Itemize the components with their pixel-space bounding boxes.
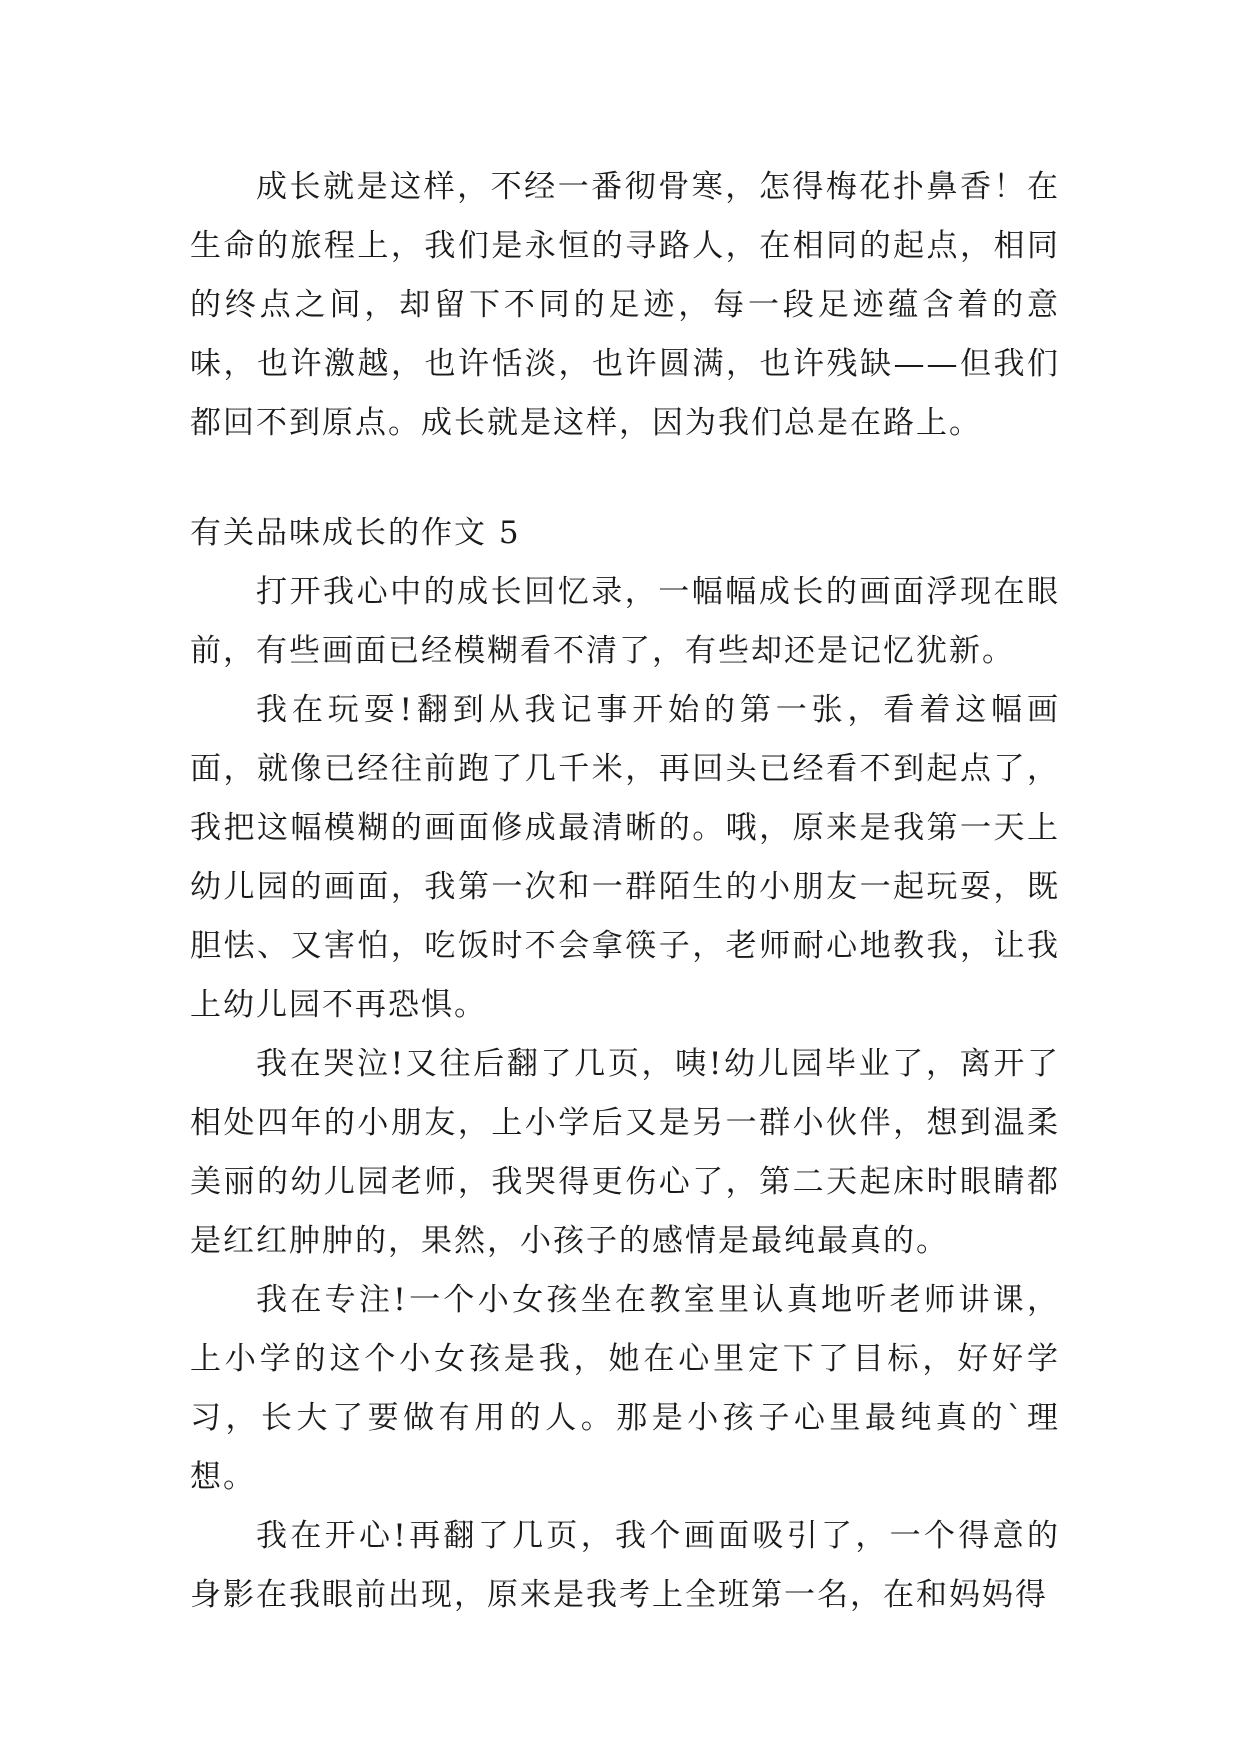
essay-section <box>190 504 1060 1625</box>
paragraph-4: 我在专注!一个小女孩坐在教室里认真地听老师讲课，上小学的这个小女孩是我，她在心里定下了目标，好好学习，长大了要做有用的人。那是小孩子心里最纯真的`理想。 <box>190 1282 1060 1495</box>
paragraph-1: 打开我心中的成长回忆录，一幅幅成长的画面浮现在眼前，有些画面已经模糊看不清了，有些却还是记忆犹新。 <box>190 574 1060 669</box>
paragraph-2: 我在玩耍!翻到从我记事开始的第一张，看着这幅画面，就像已经往前跑了几千米，再回头已经看不到起点了，我把这幅模糊的画面修成最清晰的。哦，原来是我第一天上幼儿园的画面，我第一次和一群陌生的小朋友一起玩耍，既胆怯、又害怕，吃饭时不会拿筷子，老师耐心地教我，让我上幼儿园不再恐惧。 <box>190 692 1060 1023</box>
paragraph-3: 我在哭泣!又往后翻了几页，咦!幼儿园毕业了，离开了相处四年的小朋友，上小学后又是另一群小伙伴，想到温柔美丽的幼儿园老师，我哭得更伤心了，第二天起床时眼睛都是红红肿肿的，果然，小孩子的感情是最纯最真的。 <box>190 1046 1060 1259</box>
intro-section <box>190 158 1060 453</box>
paragraph-5: 我在开心!再翻了几页，我个画面吸引了，一个得意的身影在我眼前出现，原来是我考上全班第一名，在和妈妈得 <box>190 1518 1060 1613</box>
section-title: 有关品味成长的作文 5 <box>190 515 521 551</box>
intro-paragraph: 成长就是这样，不经一番彻骨寒，怎得梅花扑鼻香！在生命的旅程上，我们是永恒的寻路人，在相同的起点，相同的终点之间，却留下不同的足迹，每一段足迹蕴含着的意味，也许激越，也许恬淡，也许圆满，也许残缺——但我们都回不到原点。成长就是这样，因为我们总是在路上。 <box>190 169 1060 441</box>
